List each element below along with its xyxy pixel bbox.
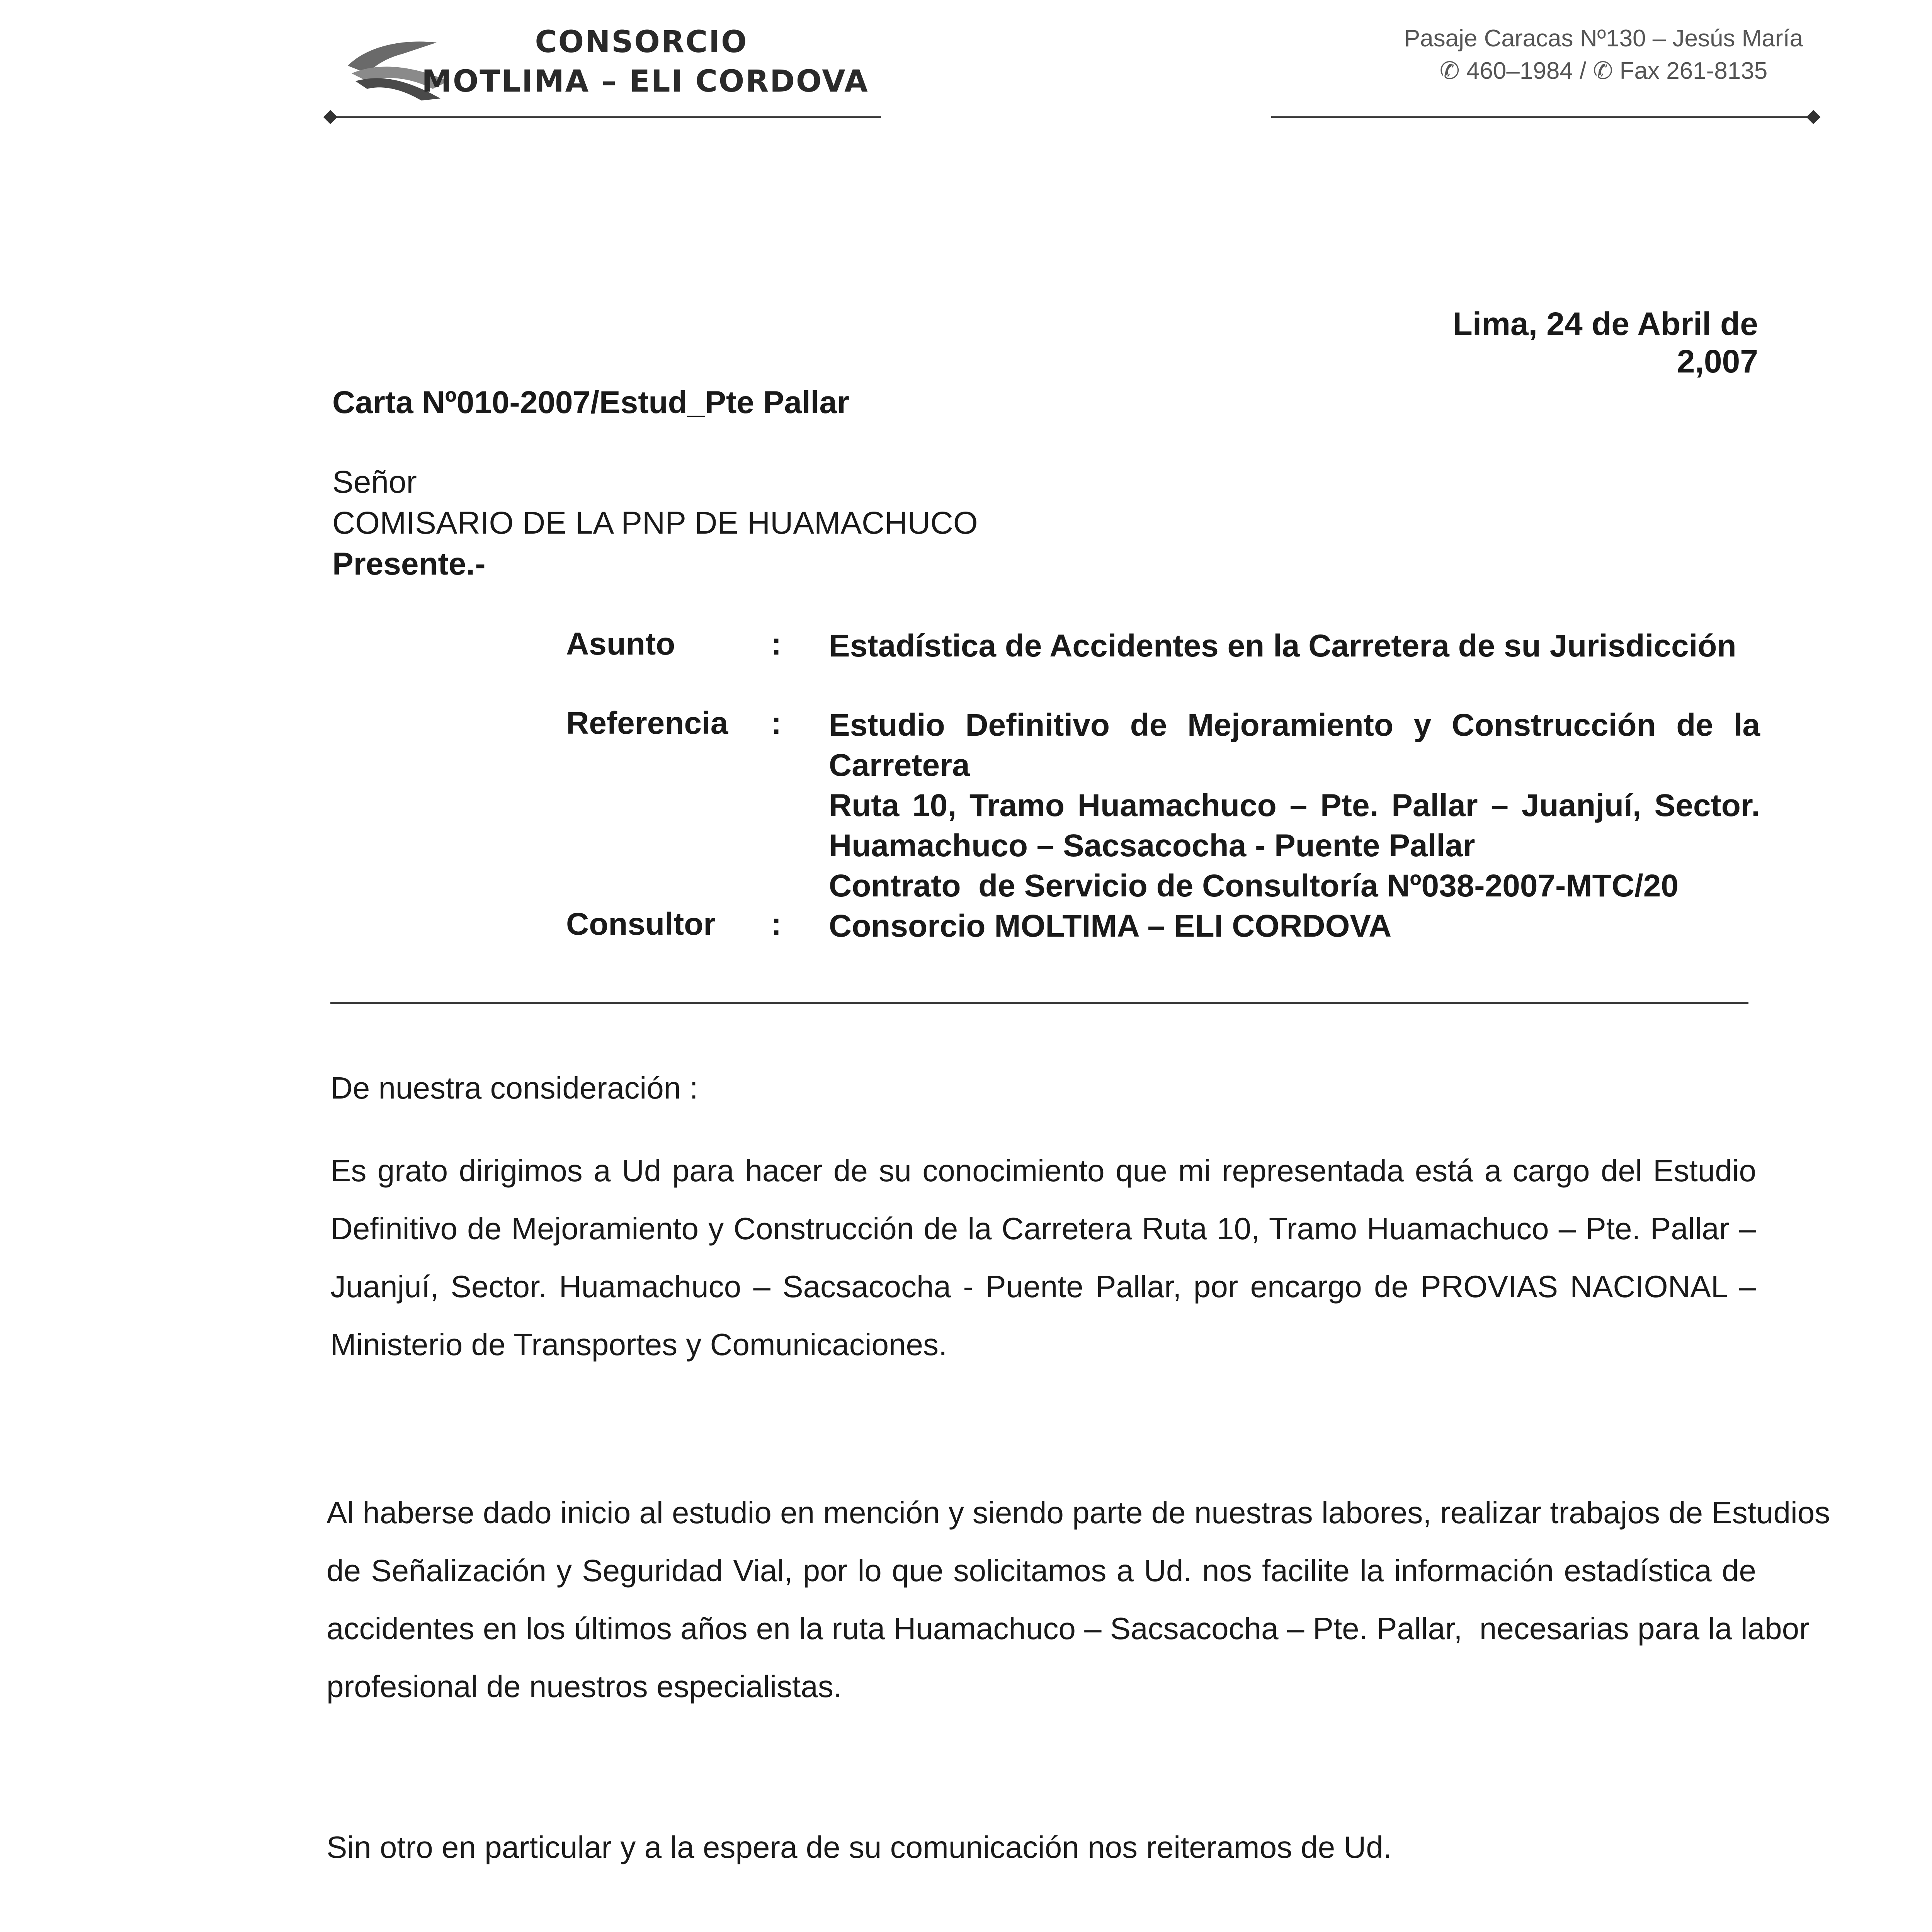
paragraph-line: profesional de nuestros especialistas. <box>327 1669 842 1704</box>
company-address <box>1372 22 1835 87</box>
referencia-value <box>829 705 1760 906</box>
header-rule-right-diamond <box>1806 110 1821 124</box>
asunto-colon: : <box>771 626 782 662</box>
letter-number: Carta Nº010-2007/Estud_Pte Pallar <box>332 385 850 420</box>
header-rule-left <box>328 116 881 118</box>
paragraph-line: Al haberse dado inicio al estudio en mención y siendo parte de nuestras labores, realizar trabajos de Estudios <box>327 1495 1830 1530</box>
closing-sentence: Sin otro en particular y a la espera de su comunicación nos reiteramos de Ud. <box>327 1830 1392 1864</box>
asunto-value: Estadística de Accidentes en la Carretera de su Jurisdicción <box>829 628 1736 663</box>
header-rule-left-diamond <box>323 110 338 124</box>
referencia-line: Estudio Definitivo de Mejoramiento y Construcción de la Carretera <box>829 707 1760 783</box>
recipient-title: COMISARIO DE LA PNP DE HUAMACHUCO <box>332 505 978 541</box>
paragraph-line: Juanjuí, Sector. Huamachuco – Sacsacocha - Puente Pallar, por encargo de PROVIAS NACIONAL – <box>330 1269 1756 1304</box>
header-rule-right <box>1271 116 1816 118</box>
paragraph-line: Definitivo de Mejoramiento y Construcción de la Carretera Ruta 10, Tramo Huamachuco – Pte. Pallar – <box>330 1211 1756 1246</box>
paragraph-2 <box>327 1484 1830 1716</box>
referencia-label: Referencia <box>566 706 728 741</box>
referencia-line: Huamachuco – Sacsacocha - Puente Pallar <box>829 828 1475 863</box>
paragraph-line: Ministerio de Transportes y Comunicaciones. <box>330 1327 947 1362</box>
phone-line: ✆ 460–1984 / ✆ Fax 261-8135 <box>1439 58 1768 84</box>
paragraph-line: Es grato dirigimos a Ud para hacer de su conocimiento que mi representada está a cargo del Estudio <box>330 1153 1756 1188</box>
address-line: Pasaje Caracas Nº130 – Jesús María <box>1404 25 1803 52</box>
referencia-line: Contrato de Servicio de Consultoría Nº038-2007-MTC/20 <box>829 868 1679 903</box>
recipient-salutation: Señor <box>332 464 417 500</box>
consultor-label: Consultor <box>566 906 716 942</box>
paragraph-1 <box>330 1142 1756 1374</box>
recipient-block <box>332 462 978 585</box>
referencia-line: Ruta 10, Tramo Huamachuco – Pte. Pallar – Juanjuí, Sector. <box>829 788 1760 823</box>
letter-date: Lima, 24 de Abril de 2,007 <box>1452 306 1758 379</box>
section-divider <box>330 1002 1748 1004</box>
greeting: De nuestra consideración : <box>330 1071 698 1105</box>
received-signature-icon <box>348 1924 927 1932</box>
recipient-presente: Presente.- <box>332 546 486 582</box>
consultor-colon: : <box>771 906 782 942</box>
logo-line-1: CONSORCIO <box>535 25 748 60</box>
consultor-value: Consorcio MOLTIMA – ELI CORDOVA <box>829 908 1392 944</box>
logo-line-2: MOTLIMA – ELI CORDOVA <box>422 64 869 99</box>
paragraph-line: de Señalización y Seguridad Vial, por lo que solicitamos a Ud. nos facilite la información estadística de <box>327 1553 1756 1588</box>
referencia-colon: : <box>771 706 782 741</box>
paragraph-line: accidentes en los últimos años en la ruta Huamachuco – Sacsacocha – Pte. Pallar, necesarias para la labor <box>327 1611 1810 1646</box>
company-logo <box>340 23 896 116</box>
asunto-label: Asunto <box>566 626 675 662</box>
